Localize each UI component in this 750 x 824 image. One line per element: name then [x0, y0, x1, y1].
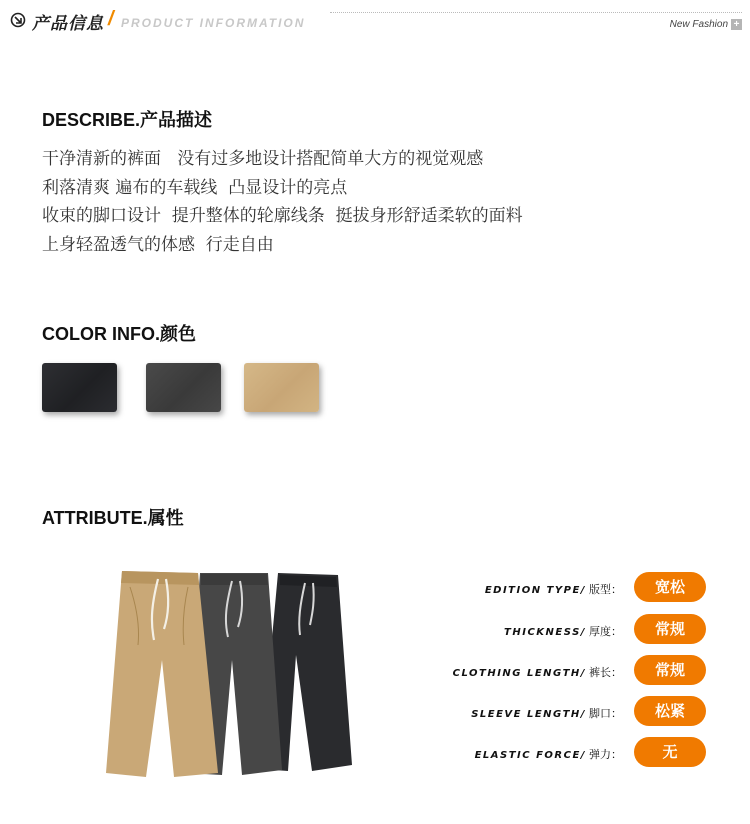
color-swatch-black[interactable] [42, 363, 117, 412]
attr-label-cn: 裤长： [589, 667, 622, 679]
attr-row-thickness [420, 614, 710, 646]
color-info-title: COLOR INFO.颜色 [42, 324, 196, 344]
attr-label [475, 746, 622, 762]
attr-label-en: THICKNESS/ [504, 627, 586, 638]
attr-row-sleeve-length [420, 696, 710, 728]
attr-label [504, 623, 622, 639]
attr-label-cn: 厚度： [589, 626, 622, 638]
color-swatch-grey[interactable] [146, 363, 221, 412]
attr-label-en: CLOTHING LENGTH/ [452, 668, 586, 679]
description-line: 干净清新的裤面 没有过多地设计搭配简单大方的视觉观感 [42, 149, 484, 169]
plus-icon: + [731, 19, 742, 30]
attr-value-badge: 常规 [634, 614, 706, 644]
attr-label-cn: 版型： [589, 584, 622, 596]
header-title: 产品信息 [32, 14, 104, 34]
circle-arrow-icon [10, 12, 26, 28]
color-swatch-khaki[interactable] [244, 363, 319, 412]
header-right-text: New Fashion [669, 19, 728, 30]
pants-product-image [100, 565, 360, 780]
attr-value-badge: 松紧 [634, 696, 706, 726]
attr-row-elastic-force [420, 737, 710, 769]
attr-label-en: EDITION TYPE/ [484, 585, 586, 596]
description-block [42, 145, 523, 259]
attr-label [471, 705, 622, 721]
attr-value-badge: 常规 [634, 655, 706, 685]
attr-value-badge: 无 [634, 737, 706, 767]
attr-row-edition-type [420, 572, 710, 604]
header-slash: / [108, 8, 114, 30]
attr-label-en: ELASTIC FORCE/ [474, 750, 586, 761]
attr-row-clothing-length [420, 655, 710, 687]
page-header [0, 0, 750, 40]
attr-value-badge: 宽松 [634, 572, 706, 602]
attr-label-cn: 脚口： [589, 708, 622, 720]
attribute-title: ATTRIBUTE.属性 [42, 508, 184, 528]
header-divider [330, 12, 742, 13]
attr-label [453, 664, 622, 680]
description-line: 上身轻盈透气的体感 行走自由 [42, 234, 274, 255]
header-subtitle: PRODUCT INFORMATION [121, 16, 306, 30]
description-line: 收束的脚口设计 提升整体的轮廓线条 挺拔身形舒适柔软的面料 [42, 206, 523, 226]
attr-label-en: SLEEVE LENGTH/ [471, 709, 586, 720]
attr-label [485, 581, 622, 597]
describe-title: DESCRIBE.产品描述 [42, 110, 213, 130]
description-line: 利落清爽 遍布的车载线 凸显设计的亮点 [42, 177, 348, 198]
attr-label-cn: 弹力： [589, 749, 622, 761]
